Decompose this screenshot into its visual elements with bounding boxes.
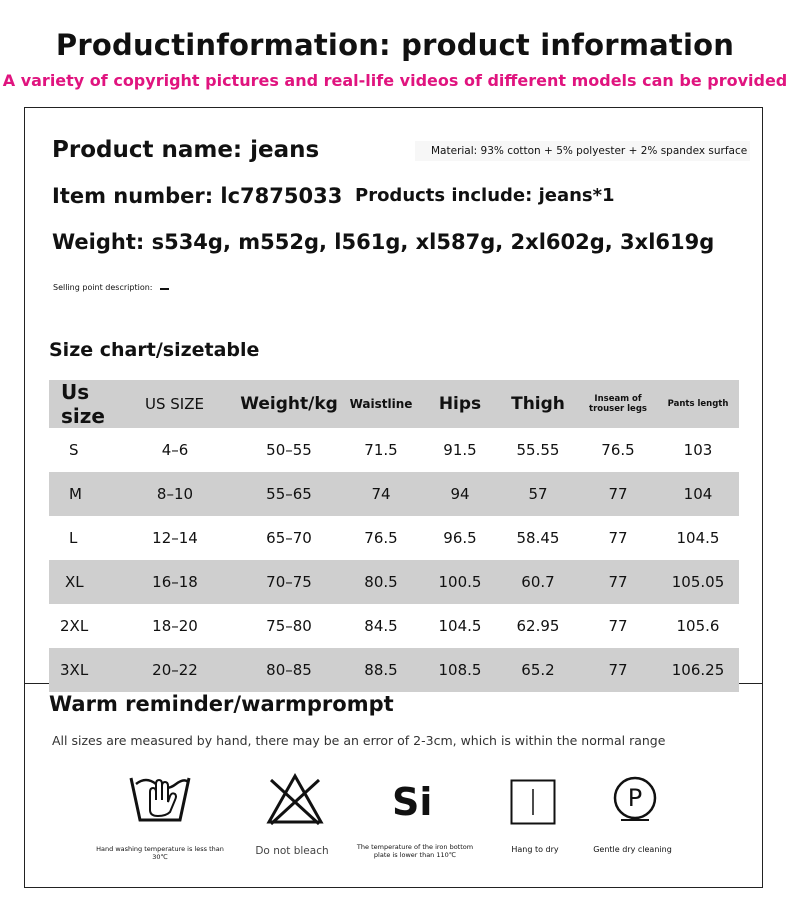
cell-hips: 96.5 <box>443 529 477 547</box>
header-weight: Weight/kg <box>239 380 339 428</box>
cell-waistline: 80.5 <box>339 560 423 604</box>
page-title: Productinformation: product information <box>55 28 735 62</box>
cell-inseam: 77 <box>608 617 628 635</box>
cell-waistline: 76.5 <box>364 529 398 547</box>
cell-pants-length: 103 <box>683 441 713 459</box>
header-pants-length: Pants length <box>657 380 739 428</box>
cell-inseam: 77 <box>579 648 657 692</box>
size-table <box>49 380 739 692</box>
material-info: Material: 93% cotton + 5% polyester + 2% spandex surface <box>415 141 750 161</box>
cell-size: S <box>69 441 79 459</box>
cell-thigh: 55.55 <box>516 441 560 459</box>
cell-us-size: 4–6 <box>161 441 189 459</box>
dry-clean-icon <box>612 775 658 821</box>
reminder-heading: Warm reminder/warmprompt <box>49 692 394 716</box>
table-row <box>49 428 739 472</box>
cell-us-size: 12–14 <box>152 529 198 547</box>
cell-us-size: 8–10 <box>111 472 239 516</box>
table-row <box>49 516 739 560</box>
header-inseam: Inseam of trouser legs <box>579 380 657 428</box>
cell-pants-length: 105.6 <box>676 617 720 635</box>
table-row <box>49 560 739 604</box>
cell-inseam: 77 <box>608 529 628 547</box>
cell-thigh: 62.95 <box>516 617 560 635</box>
cell-weight: 55–65 <box>239 472 339 516</box>
cell-waistline: 74 <box>339 472 423 516</box>
do-not-bleach-icon <box>265 772 325 826</box>
product-includes: Products include: jeans*1 <box>355 185 615 206</box>
cell-hips: 91.5 <box>443 441 477 459</box>
size-chart-heading: Size chart/sizetable <box>49 339 260 361</box>
hang-dry-label: Hang to dry <box>511 845 559 854</box>
cell-us-size: 18–20 <box>152 617 198 635</box>
cell-weight: 75–80 <box>266 617 312 635</box>
cell-pants-length: 104 <box>657 472 739 516</box>
dry-clean-label: Gentle dry cleaning <box>593 845 672 854</box>
cell-size: XL <box>49 560 111 604</box>
cell-thigh: 58.45 <box>516 529 560 547</box>
cell-hips: 94 <box>423 472 497 516</box>
cell-weight: 50–55 <box>266 441 312 459</box>
header-us-size: Us size <box>49 380 111 428</box>
product-weight: Weight: s534g, m552g, l561g, xl587g, 2xl602g, 3xl619g <box>52 230 715 254</box>
cell-inseam: 76.5 <box>601 441 635 459</box>
dry-clean-symbol: P <box>627 784 643 812</box>
item-number: Item number: lc7875033 <box>52 184 343 208</box>
cell-pants-length: 104.5 <box>676 529 720 547</box>
product-name: Product name: jeans <box>52 137 320 163</box>
page-subtitle: A variety of copyright pictures and real-life videos of different models can be provided <box>2 71 788 90</box>
cell-size: M <box>49 472 111 516</box>
hand-wash-label: Hand washing temperature is less than 30℃ <box>96 845 224 861</box>
hang-dry-icon <box>510 779 556 825</box>
cell-waistline: 88.5 <box>339 648 423 692</box>
table-row <box>49 472 739 516</box>
cell-hips: 108.5 <box>423 648 497 692</box>
cell-pants-length: 105.05 <box>657 560 739 604</box>
cell-hips: 100.5 <box>423 560 497 604</box>
cell-thigh: 60.7 <box>497 560 579 604</box>
size-table-header-row <box>49 380 739 428</box>
cell-waistline: 71.5 <box>364 441 398 459</box>
cell-pants-length: 106.25 <box>657 648 739 692</box>
iron-temperature-label: The temperature of the iron bottom plate is lower than 110℃ <box>356 843 474 859</box>
header-hips: Hips <box>423 380 497 428</box>
cell-waistline: 84.5 <box>364 617 398 635</box>
cell-size: L <box>69 529 78 547</box>
cell-size: 2XL <box>60 617 89 635</box>
iron-temperature-icon: Si <box>392 780 433 824</box>
selling-point-dash <box>160 288 169 290</box>
cell-weight: 70–75 <box>239 560 339 604</box>
header-thigh: Thigh <box>497 380 579 428</box>
cell-hips: 104.5 <box>438 617 482 635</box>
cell-us-size: 16–18 <box>111 560 239 604</box>
cell-inseam: 77 <box>579 560 657 604</box>
cell-thigh: 65.2 <box>497 648 579 692</box>
cell-inseam: 77 <box>579 472 657 516</box>
cell-weight: 80–85 <box>239 648 339 692</box>
cell-size: 3XL <box>49 648 111 692</box>
do-not-bleach-label: Do not bleach <box>255 845 329 857</box>
table-row <box>49 604 739 648</box>
header-waistline: Waistline <box>339 380 423 428</box>
cell-thigh: 57 <box>497 472 579 516</box>
hand-wash-icon <box>128 770 192 828</box>
table-row <box>49 648 739 692</box>
reminder-text: All sizes are measured by hand, there may be an error of 2-3cm, which is within the normal range <box>52 733 666 748</box>
cell-weight: 65–70 <box>266 529 312 547</box>
cell-us-size: 20–22 <box>111 648 239 692</box>
selling-point-label: Selling point description: <box>53 283 153 292</box>
header-us-size-range: US SIZE <box>111 380 239 428</box>
